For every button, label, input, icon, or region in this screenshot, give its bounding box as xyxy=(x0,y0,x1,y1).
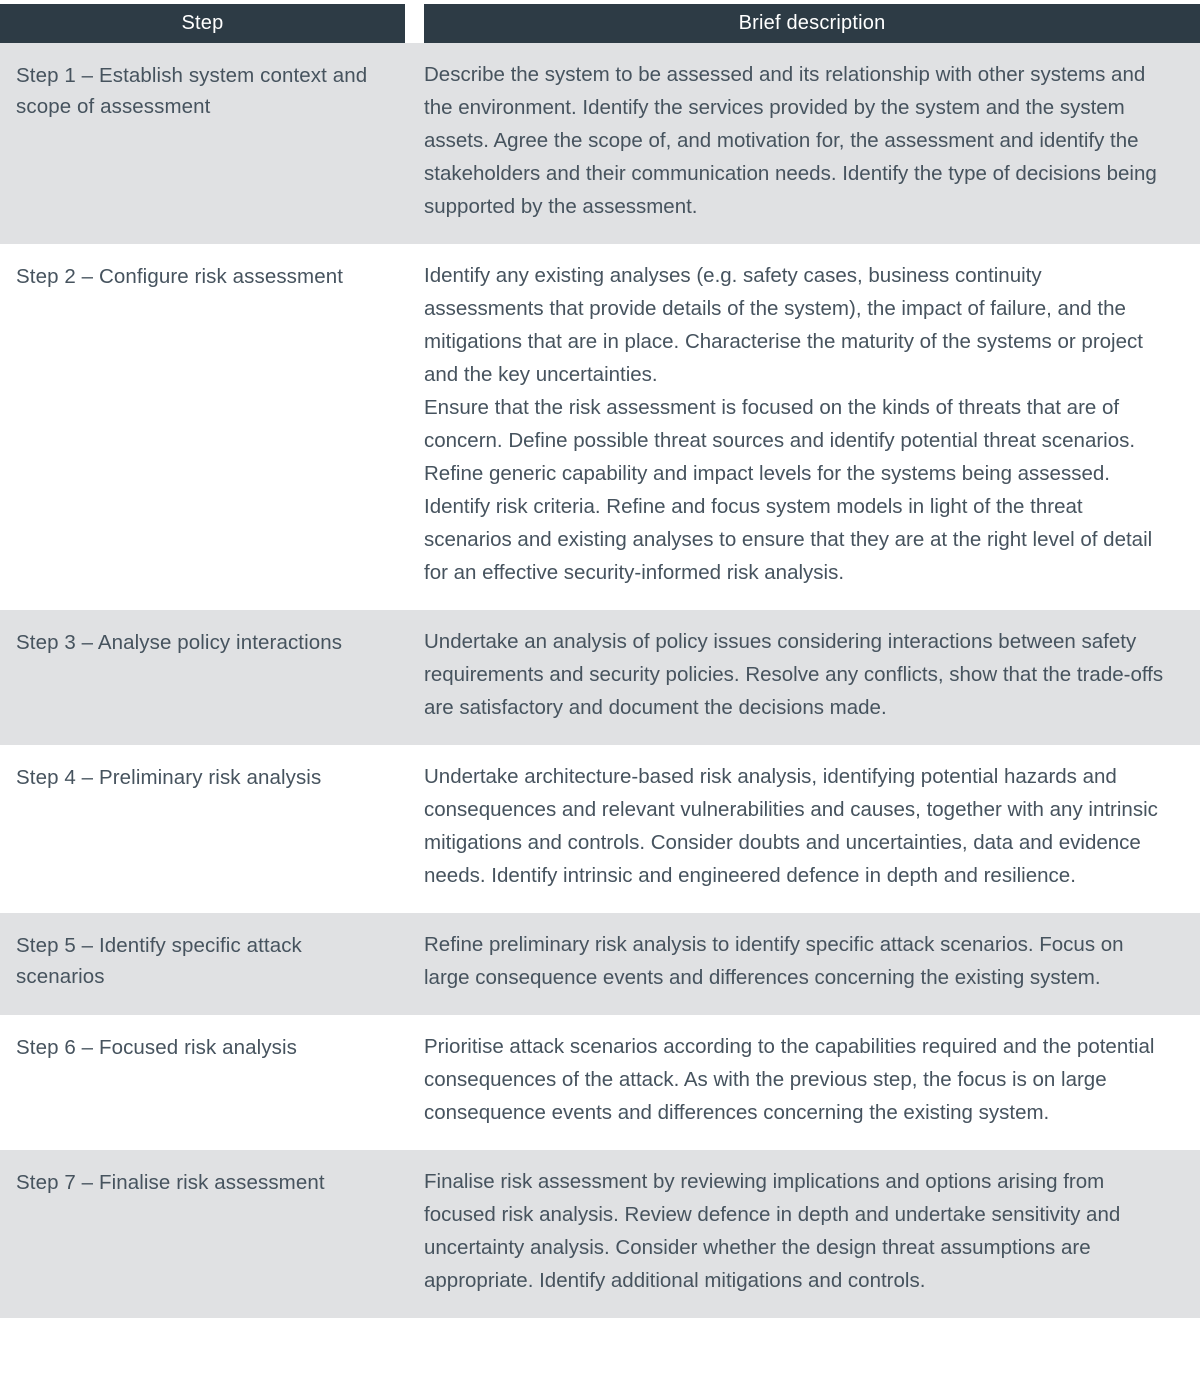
description-paragraph: Refine generic capability and impact levels for the systems being assessed. Identify risk criteria. Refine and focus system models in light of the threat scenarios and existing analyses to ensure that they are at the right level of detail for an effective security-informed risk analysis. xyxy=(424,462,1153,584)
step-description xyxy=(424,625,1200,724)
description-paragraph: Refine preliminary risk analysis to identify specific attack scenarios. Focus on large consequence events and differences concerning the existing system. xyxy=(424,933,1124,989)
step-title: Step 3 – Analyse policy interactions xyxy=(16,631,343,654)
step-title: Step 4 – Preliminary risk analysis xyxy=(16,766,322,789)
step-title: Step 5 – Identify specific attack scenarios xyxy=(16,934,302,988)
description-paragraph: Ensure that the risk assessment is focused on the kinds of threats that are of concern. Define possible threat sources and identify potential threat scenarios. xyxy=(424,396,1136,452)
table-row-step-2 xyxy=(0,244,1200,610)
step-title: Step 7 – Finalise risk assessment xyxy=(16,1171,325,1194)
step-description xyxy=(424,760,1200,892)
step-title: Step 6 – Focused risk analysis xyxy=(16,1036,298,1059)
table-header-row xyxy=(0,0,1200,43)
column-header-step: Step xyxy=(0,4,405,43)
description-paragraph: Prioritise attack scenarios according to the capabilities required and the potential consequences of the attack. As with the previous step, the focus is on large consequence events and differences concerning the existing system. xyxy=(424,1035,1155,1124)
column-header-gap xyxy=(405,4,424,43)
step-description xyxy=(424,928,1200,994)
table-row-step-5 xyxy=(0,913,1200,1015)
description-paragraph: Undertake an analysis of policy issues considering interactions between safety requirements and security policies. Resolve any conflicts, show that the trade-offs are satisfactory and document the decisions made. xyxy=(424,630,1164,719)
step-description xyxy=(424,1030,1200,1129)
column-header-brief-description: Brief description xyxy=(424,4,1200,43)
step-title: Step 2 – Configure risk assessment xyxy=(16,265,343,288)
step-description xyxy=(424,58,1200,223)
step-title: Step 1 – Establish system context and scope of assessment xyxy=(16,64,368,118)
table-row-step-4 xyxy=(0,745,1200,913)
table-row-step-6 xyxy=(0,1015,1200,1150)
table-row-step-7 xyxy=(0,1150,1200,1318)
step-description xyxy=(424,1165,1200,1297)
description-paragraph: Undertake architecture-based risk analysis, identifying potential hazards and consequences and relevant vulnerabilities and causes, together with any intrinsic mitigations and controls. Consider doubts and uncertainties, data and evidence needs. Identify intrinsic and engineered defence in depth and resilience. xyxy=(424,765,1158,887)
description-paragraph: Finalise risk assessment by reviewing implications and options arising from focused risk analysis. Review defence in depth and undertake sensitivity and uncertainty analysis. Consider whether the design threat assumptions are appropriate. Identify additional mitigations and controls. xyxy=(424,1170,1121,1292)
table-row-step-1 xyxy=(0,43,1200,244)
table-row-step-3 xyxy=(0,610,1200,745)
step-description xyxy=(424,259,1200,589)
description-paragraph: Identify any existing analyses (e.g. safety cases, business continuity assessments that provide details of the system), the impact of failure, and the mitigations that are in place. Characterise the maturity of the systems or project and the key uncertainties. xyxy=(424,264,1143,386)
description-paragraph: Describe the system to be assessed and its relationship with other systems and the environment. Identify the services provided by the system and the system assets. Agree the scope of, and motivation for, the assessment and identify the stakeholders and their communication needs. Identify the type of decisions being supported by the assessment. xyxy=(424,63,1157,218)
